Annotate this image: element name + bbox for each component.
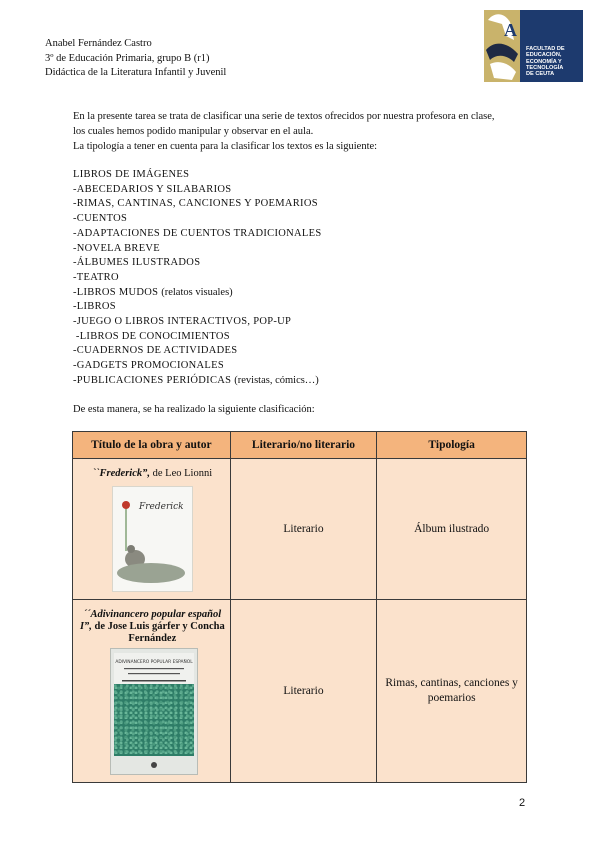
table-row: [73, 600, 527, 783]
list-item: -LIBROS MUDOS (relatos visuales): [73, 286, 233, 298]
work-title: ´´Adivinancero popular español I”, de Jose Luis gárfer y Concha Fernández: [79, 608, 225, 644]
svg-text:Frederick: Frederick: [139, 501, 184, 512]
logo-text: FACULTAD DE EDUCACIÓN, ECONOMÍA Y TECNOLOGÍA DE CEUTA: [520, 10, 583, 82]
work-cell: [73, 459, 231, 600]
list-item: -TEATRO: [73, 271, 119, 283]
work-title: ``Frederick”, de Leo Lionni: [92, 467, 213, 479]
list-item: -CUENTOS: [73, 213, 128, 225]
classification-table: [72, 431, 527, 783]
intro-paragraph: En la presente tarea se trata de clasificar una serie de textos ofrecidos por nuestra profesora en clase, los cuales hemos podido manipular y observar en el aula. La tipología a tener en cuenta para la clasificar los textos es la siguiente:: [73, 111, 495, 152]
literary-cell: Literario: [230, 459, 377, 600]
typology-list: [73, 168, 321, 389]
literary-cell: Literario: [230, 600, 377, 783]
closing-sentence: De esta manera, se ha realizado la siguiente clasificación:: [73, 404, 315, 415]
svg-text:ADIVINANCERO POPULAR ESPAÑOL: ADIVINANCERO POPULAR ESPAÑOL: [115, 659, 193, 665]
faculty-logo: [484, 10, 583, 82]
list-item: -CUADERNOS DE ACTIVIDADES: [73, 345, 238, 357]
subject-name: Didáctica de la Literatura Infantil y Juvenil: [45, 67, 227, 78]
table-row: [73, 459, 527, 600]
logo-art-icon: [484, 10, 520, 82]
header-title-author: Título de la obra y autor: [73, 432, 231, 459]
book-cover-image: [112, 486, 193, 592]
author-name: Anabel Fernández Castro: [45, 38, 152, 49]
table-header-row: [73, 432, 527, 459]
book-cover-image: [110, 648, 198, 775]
list-item: -ADAPTACIONES DE CUENTOS TRADICIONALES: [73, 227, 322, 239]
document-header: [45, 37, 226, 81]
list-item: -ÁLBUMES ILUSTRADOS: [73, 257, 201, 269]
list-item: -LIBROS DE CONOCIMIENTOS: [73, 330, 230, 342]
page-number: 2: [519, 797, 526, 809]
list-item: -NOVELA BREVE: [73, 242, 161, 254]
list-item: -ABECEDARIOS Y SILABARIOS: [73, 183, 232, 195]
list-item: -LIBROS: [73, 301, 116, 313]
list-item: -RIMAS, CANTINAS, CANCIONES Y POEMARIOS: [73, 198, 318, 210]
work-cell: [73, 600, 231, 783]
course-info: 3º de Educación Primaria, grupo B (r1): [45, 52, 210, 64]
list-item: -JUEGO O LIBROS INTERACTIVOS, POP-UP: [73, 316, 292, 328]
list-item: -PUBLICACIONES PERIÓDICAS (revistas, cómics…): [73, 374, 319, 386]
list-item: -GADGETS PROMOCIONALES: [73, 360, 224, 372]
svg-text:A: A: [504, 20, 517, 40]
header-typology: Tipología: [377, 432, 527, 459]
typology-cell: Álbum ilustrado: [377, 459, 527, 600]
header-literary: Literario/no literario: [230, 432, 377, 459]
list-item: LIBROS DE IMÁGENES: [73, 169, 190, 180]
typology-cell: Rimas, cantinas, canciones y poemarios: [377, 600, 527, 783]
